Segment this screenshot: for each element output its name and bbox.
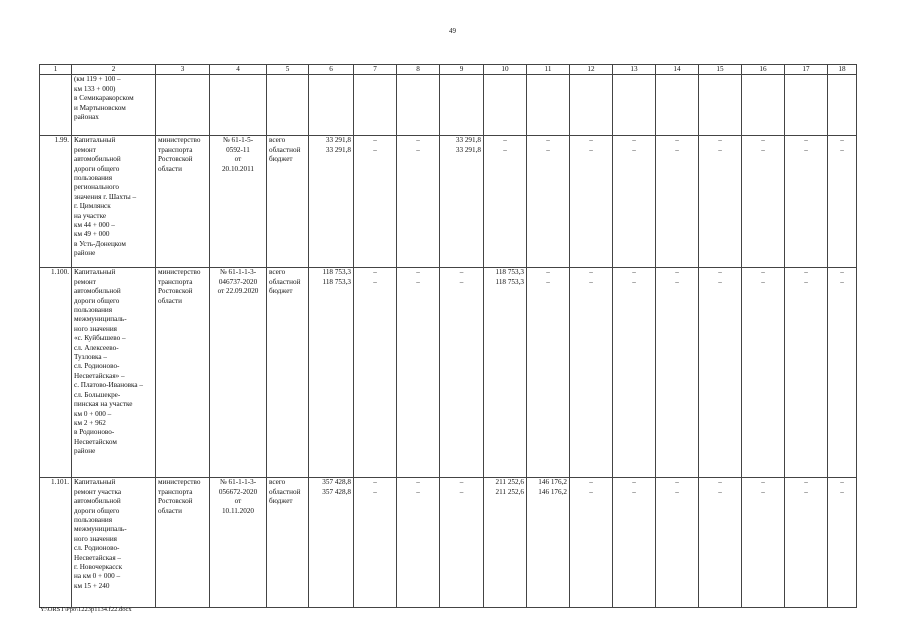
cell-value: – <box>804 277 808 286</box>
table-cell <box>785 75 828 136</box>
header-cell: 14 <box>656 65 699 75</box>
cell-text-line: всего <box>269 268 286 277</box>
value-cell <box>570 136 613 268</box>
value-pair <box>311 478 351 497</box>
table-cell <box>40 75 72 136</box>
cell-value: 211 252,6 <box>495 487 524 496</box>
cell-text-line: ремонт <box>74 277 96 286</box>
cell-text-line: в Семикаракорском <box>74 94 134 103</box>
value-cell <box>785 136 828 268</box>
table-cell <box>72 75 156 136</box>
value-cell <box>397 478 440 608</box>
cell-text-line: Ростовской <box>158 155 193 164</box>
cell-value: – <box>459 277 464 286</box>
value-cell <box>484 136 527 268</box>
value-pair <box>615 268 653 287</box>
cell-text-line: всего <box>269 136 286 145</box>
cell-value: – <box>373 277 377 286</box>
value-pair <box>311 268 351 287</box>
header-cell: 15 <box>699 65 742 75</box>
cell-value: 146 176,2 <box>538 478 567 487</box>
header-cell: 7 <box>354 65 397 75</box>
table-row-continuation <box>40 75 857 136</box>
value-pair <box>529 136 567 155</box>
cell-text-line: ного значения <box>74 324 117 333</box>
cell-text-line: Тузловка – <box>74 353 108 362</box>
value-pair <box>701 268 739 287</box>
value-cell <box>699 268 742 478</box>
value-pair <box>744 478 782 497</box>
value-pair <box>830 478 854 497</box>
page-number: 49 <box>449 27 456 35</box>
header-cell: 8 <box>397 65 440 75</box>
cell-text-line: бюджет <box>269 155 293 164</box>
cell-value: – <box>718 478 722 487</box>
table-cell <box>156 75 210 136</box>
cell-text-line: сл. Родионово- <box>74 544 120 553</box>
cell-text-line: транспорта <box>158 487 193 496</box>
cell-value: – <box>675 487 679 496</box>
cell-value: 146 176,2 <box>538 487 567 496</box>
cell-text-line: министерство <box>158 136 201 145</box>
value-pair <box>615 136 653 155</box>
cell-value: – <box>416 145 420 154</box>
value-cell <box>309 268 354 478</box>
value-pair <box>442 478 481 497</box>
cell-text-line: и Мартыновском <box>74 103 126 112</box>
cell-text-line: министерство <box>158 478 201 487</box>
cell-text-line: областной <box>269 145 301 154</box>
cell-text-line: км 49 + 000 <box>74 230 110 239</box>
cell-value: – <box>546 136 550 145</box>
customer-cell <box>156 136 210 268</box>
cell-value: – <box>416 277 420 286</box>
table-cell <box>742 75 785 136</box>
funding-source-cell <box>267 478 309 608</box>
cell-text-line: дороги общего <box>74 296 120 305</box>
cell-value: 33 291,8 <box>455 136 481 145</box>
cell-text-line: 10.11.2020 <box>221 506 255 515</box>
object-name-cell <box>72 136 156 268</box>
cell-text-line: 0592-11 <box>226 145 250 154</box>
cell-value: 118 753,3 <box>322 277 351 286</box>
value-pair <box>399 268 437 287</box>
cell-value: – <box>840 478 844 487</box>
cell-text-line: сл. Родионово- <box>74 362 120 371</box>
cell-value: – <box>416 136 420 145</box>
cell-text-line: районе <box>74 249 96 258</box>
cell-value: – <box>804 145 808 154</box>
value-pair <box>787 136 825 155</box>
cell-value: – <box>589 136 593 145</box>
cell-value: – <box>416 487 420 496</box>
cell-value: – <box>632 145 636 154</box>
value-pair <box>529 268 567 287</box>
value-pair <box>529 478 567 497</box>
value-cell <box>613 478 656 608</box>
header-cell: 12 <box>570 65 613 75</box>
cell-value: 118 753,3 <box>495 277 524 286</box>
cell-text-line: «с. Куйбышево – <box>74 334 126 343</box>
cell-value: – <box>632 136 636 145</box>
table-cell <box>527 75 570 136</box>
cell-value: – <box>589 478 593 487</box>
cell-value: – <box>840 145 844 154</box>
cell-value: – <box>632 478 636 487</box>
table-cell <box>210 75 267 136</box>
cell-text-line: автомобильной <box>74 155 121 164</box>
value-pair <box>572 478 610 497</box>
value-pair <box>830 136 854 155</box>
row-number: 1.99. <box>40 136 72 268</box>
value-cell <box>828 478 857 608</box>
cell-value: – <box>840 136 844 145</box>
cell-text-line: бюджет <box>269 287 293 296</box>
cell-value: – <box>718 277 722 286</box>
cell-text-line: Несветайском <box>74 437 117 446</box>
table-row <box>40 268 857 478</box>
value-cell <box>354 478 397 608</box>
cell-text-line: сл. Большекре- <box>74 390 121 399</box>
value-pair <box>486 136 524 155</box>
cell-value: – <box>373 478 377 487</box>
value-cell <box>613 136 656 268</box>
header-cell: 10 <box>484 65 527 75</box>
cell-value: – <box>761 277 765 286</box>
table-cell <box>699 75 742 136</box>
value-pair <box>399 478 437 497</box>
value-cell <box>397 268 440 478</box>
header-cell: 13 <box>613 65 656 75</box>
file-path-footer: Y:\ORST\Ppo\1223p1134.f22.docx <box>40 606 132 613</box>
cell-text-line: Несветайская» – <box>74 371 125 380</box>
cell-value: – <box>546 268 550 277</box>
cell-value: 118 753,3 <box>495 268 524 277</box>
header-cell: 3 <box>156 65 210 75</box>
cell-value: – <box>840 277 844 286</box>
value-pair <box>356 478 394 497</box>
cell-text-line: от <box>234 497 242 506</box>
value-cell <box>484 268 527 478</box>
value-pair <box>572 268 610 287</box>
object-name-cell <box>72 478 156 608</box>
cell-value: – <box>675 268 679 277</box>
value-cell <box>440 136 484 268</box>
cell-value: – <box>718 136 722 145</box>
cell-text-line: пользования <box>74 516 113 525</box>
table-cell <box>267 75 309 136</box>
cell-value: 33 291,8 <box>455 145 481 154</box>
value-cell <box>742 136 785 268</box>
value-pair <box>744 136 782 155</box>
cell-text-line: в Родионово- <box>74 428 115 437</box>
cell-value: – <box>589 145 593 154</box>
value-cell <box>527 136 570 268</box>
value-pair <box>830 268 854 287</box>
cell-value: – <box>761 268 765 277</box>
value-cell <box>656 268 699 478</box>
value-cell <box>570 268 613 478</box>
cell-value: – <box>503 145 507 154</box>
cell-value: – <box>761 145 765 154</box>
header-cell: 16 <box>742 65 785 75</box>
document-cell <box>210 268 267 478</box>
value-pair <box>658 478 696 497</box>
value-cell <box>699 478 742 608</box>
cell-text-line: Ростовской <box>158 497 193 506</box>
cell-text-line: автомобильной <box>74 287 121 296</box>
cell-text-line: № 61-1-1-3- <box>219 478 257 487</box>
value-cell <box>828 136 857 268</box>
value-cell <box>527 478 570 608</box>
cell-text-line: № 61-1-5- <box>222 136 254 145</box>
cell-value: – <box>373 487 377 496</box>
cell-text-line: всего <box>269 478 286 487</box>
cell-value: – <box>589 487 593 496</box>
cell-text-line: сл. Алексеево- <box>74 343 119 352</box>
cell-value: – <box>761 487 765 496</box>
cell-text-line: транспорта <box>158 145 193 154</box>
cell-text-line: г. Цимлянск <box>74 202 111 211</box>
cell-value: – <box>761 478 765 487</box>
funding-source-cell <box>267 136 309 268</box>
cell-value: – <box>373 268 377 277</box>
value-cell <box>785 478 828 608</box>
cell-text-line: регионального <box>74 183 119 192</box>
cell-text-line: км 0 + 000 – <box>74 409 112 418</box>
cell-value: – <box>761 136 765 145</box>
header-cell: 11 <box>527 65 570 75</box>
cell-value: – <box>546 277 550 286</box>
cell-text-line: (км 119 + 100 – <box>74 75 121 84</box>
cell-text-line: районах <box>74 113 99 122</box>
cell-text-line: автомобильной <box>74 497 121 506</box>
cell-value: – <box>632 487 636 496</box>
value-pair <box>399 136 437 155</box>
cell-text-line: от 22.09.2020 <box>217 287 259 296</box>
value-cell <box>527 268 570 478</box>
header-cell: 2 <box>72 65 156 75</box>
value-cell <box>699 136 742 268</box>
row-number: 1.100. <box>40 268 72 478</box>
value-pair <box>442 268 481 287</box>
cell-text-line: значения г. Шахты – <box>74 192 137 201</box>
cell-text-line: транспорта <box>158 277 193 286</box>
cell-value: – <box>459 268 464 277</box>
cell-text-line: от <box>234 155 242 164</box>
value-pair <box>658 136 696 155</box>
cell-text-line: 056672-2020 <box>218 487 258 496</box>
cell-value: – <box>675 145 679 154</box>
cell-text-line: Ростовской <box>158 287 193 296</box>
cell-text-line: министерство <box>158 268 201 277</box>
value-pair <box>744 268 782 287</box>
cell-value: – <box>804 268 808 277</box>
cell-text-line: областной <box>269 277 301 286</box>
cell-text-line: пользования <box>74 174 113 183</box>
value-cell <box>354 136 397 268</box>
cell-value: – <box>546 145 550 154</box>
table-cell <box>440 75 484 136</box>
cell-value: – <box>675 478 679 487</box>
cell-value: – <box>373 136 377 145</box>
value-cell <box>309 136 354 268</box>
cell-text-line: с. Платово-Ивановка – <box>74 381 144 390</box>
cell-value: – <box>632 277 636 286</box>
value-cell <box>742 478 785 608</box>
cell-value: – <box>718 268 722 277</box>
cell-text-line: № 61-1-1-3- <box>219 268 257 277</box>
header-cell: 5 <box>267 65 309 75</box>
cell-text-line: на участке <box>74 211 107 220</box>
cell-text-line: дороги общего <box>74 506 120 515</box>
cell-text-line: области <box>158 506 183 515</box>
value-cell <box>656 136 699 268</box>
cell-text-line: межмуниципаль- <box>74 315 127 324</box>
cell-value: 357 428,8 <box>322 478 351 487</box>
value-pair <box>701 478 739 497</box>
value-pair <box>787 478 825 497</box>
table-row <box>40 136 857 268</box>
value-cell <box>440 268 484 478</box>
object-name-cell <box>72 268 156 478</box>
document-cell <box>210 136 267 268</box>
cell-value: – <box>675 277 679 286</box>
cell-value: – <box>804 487 808 496</box>
cell-text-line: км 15 + 240 <box>74 581 110 590</box>
cell-value: – <box>589 268 593 277</box>
header-cell: 18 <box>828 65 857 75</box>
cell-text-line: области <box>158 296 183 305</box>
cell-value: – <box>804 136 808 145</box>
table-cell <box>309 75 354 136</box>
value-pair <box>658 268 696 287</box>
cell-value: – <box>675 136 679 145</box>
table-cell <box>570 75 613 136</box>
cell-text-line: дороги общего <box>74 164 120 173</box>
value-pair <box>356 268 394 287</box>
funding-source-cell <box>267 268 309 478</box>
value-cell <box>742 268 785 478</box>
cell-value: – <box>416 478 420 487</box>
cell-value: – <box>503 136 507 145</box>
cell-value: – <box>416 268 420 277</box>
cell-value: – <box>840 268 844 277</box>
cell-text-line: пинская на участке <box>74 400 133 409</box>
cell-text-line: области <box>158 164 183 173</box>
header-cell: 1 <box>40 65 72 75</box>
cell-text-line: км 44 + 000 – <box>74 221 115 230</box>
cell-value: 211 252,6 <box>495 478 524 487</box>
table-cell <box>613 75 656 136</box>
cell-text-line: км 133 + 000) <box>74 84 116 93</box>
value-cell <box>613 268 656 478</box>
header-cell: 9 <box>440 65 484 75</box>
cell-text-line: бюджет <box>269 497 293 506</box>
cell-value: 33 291,8 <box>325 136 351 145</box>
value-cell <box>397 136 440 268</box>
table-cell <box>354 75 397 136</box>
table-cell <box>828 75 857 136</box>
cell-value: – <box>589 277 593 286</box>
row-number: 1.101. <box>40 478 72 608</box>
cell-value: 33 291,8 <box>325 145 351 154</box>
cell-text-line: Капитальный <box>74 478 116 487</box>
cell-text-line: ремонт участка <box>74 487 122 496</box>
customer-cell <box>156 268 210 478</box>
value-pair <box>701 136 739 155</box>
value-pair <box>311 136 351 155</box>
table-cell <box>656 75 699 136</box>
cell-value: – <box>804 478 808 487</box>
cell-text-line: ного значения <box>74 534 117 543</box>
cell-text-line: Капитальный <box>74 268 116 277</box>
header-cell: 4 <box>210 65 267 75</box>
customer-cell <box>156 478 210 608</box>
table-cell <box>397 75 440 136</box>
value-pair <box>615 478 653 497</box>
table-body <box>40 65 857 608</box>
cell-text-line: областной <box>269 487 301 496</box>
header-row <box>40 65 857 75</box>
header-cell: 6 <box>309 65 354 75</box>
value-cell <box>484 478 527 608</box>
table-row <box>40 478 857 608</box>
value-cell <box>828 268 857 478</box>
header-cell: 17 <box>785 65 828 75</box>
budget-table <box>39 64 857 608</box>
cell-text-line: 20.10.2011 <box>221 164 255 173</box>
cell-text-line: г. Новочеркасск <box>74 563 123 572</box>
value-cell <box>785 268 828 478</box>
value-cell <box>440 478 484 608</box>
value-pair <box>486 268 524 287</box>
cell-text-line: км 2 + 962 <box>74 418 106 427</box>
document-cell <box>210 478 267 608</box>
cell-value: – <box>632 268 636 277</box>
cell-value: – <box>718 487 722 496</box>
cell-text-line: в Усть-Донецком <box>74 239 126 248</box>
cell-value: 118 753,3 <box>322 268 351 277</box>
value-pair <box>572 136 610 155</box>
cell-value: – <box>718 145 722 154</box>
cell-text-line: пользования <box>74 306 113 315</box>
cell-text-line: районе <box>74 447 96 456</box>
cell-value: – <box>840 487 844 496</box>
cell-value: – <box>459 478 464 487</box>
value-cell <box>656 478 699 608</box>
value-pair <box>356 136 394 155</box>
cell-text-line: 046737-2020 <box>218 277 258 286</box>
cell-text-line: Капитальный <box>74 136 116 145</box>
value-cell <box>354 268 397 478</box>
value-pair <box>787 268 825 287</box>
table-cell <box>484 75 527 136</box>
value-cell <box>309 478 354 608</box>
value-pair <box>442 136 481 155</box>
cell-value: – <box>459 487 464 496</box>
cell-value: 357 428,8 <box>322 487 351 496</box>
cell-text-line: на км 0 + 000 – <box>74 572 121 581</box>
cell-value: – <box>373 145 377 154</box>
cell-text-line: межмуниципаль- <box>74 525 127 534</box>
value-cell <box>570 478 613 608</box>
value-pair <box>486 478 524 497</box>
cell-text-line: Несветайская – <box>74 553 122 562</box>
cell-text-line: ремонт <box>74 145 96 154</box>
